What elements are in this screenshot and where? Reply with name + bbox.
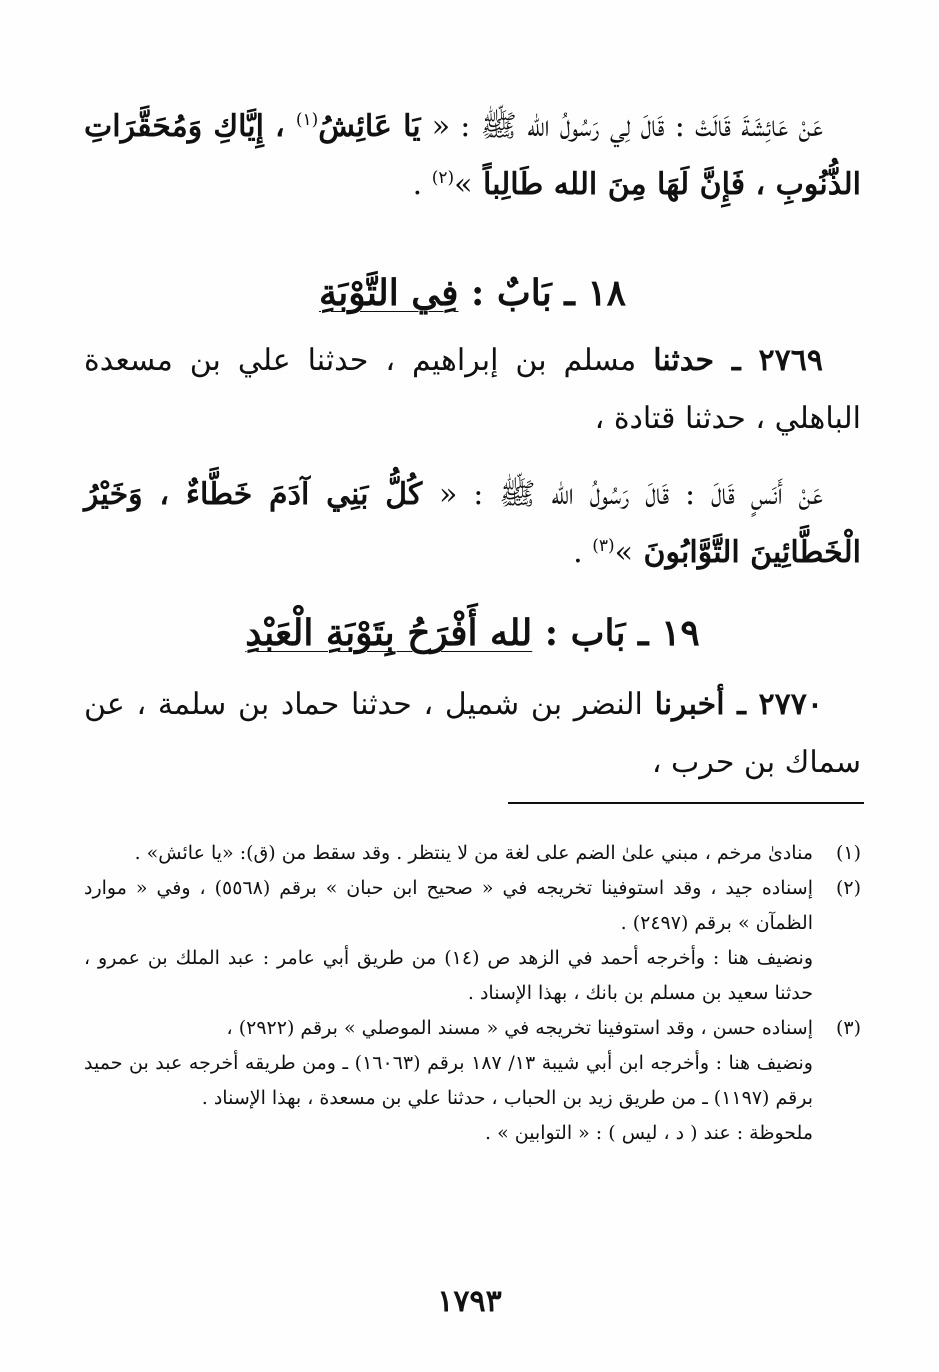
chapter-18-number: ١٨ ـ بَابٌ :: [458, 272, 627, 314]
chapter-19-title: لله أَفْرَحُ بِتَوْبَةِ الْعَبْدِ: [245, 612, 533, 654]
hadith-2769-number: ٢٧٦٩ ـ حدثنا: [653, 343, 823, 378]
footnote-line: إسناده حسن ، وقد استوفينا تخريجه في « مسند الموصلي » برقم (٢٩٢٢) ،: [226, 1017, 813, 1039]
period: .: [412, 167, 432, 202]
footnote-line: إسناده جيد ، وقد استوفينا تخريجه في « صحيح ابن حبان » برقم (٥٥٦٨) ، وفي « موارد الظمآن » برقم (٢٤٩٧) .: [84, 877, 813, 934]
hadith-2770-number: ٢٧٧٠ ـ أخبرنا: [654, 687, 823, 722]
hadith-2770: [84, 676, 861, 792]
footnote-2: [84, 871, 861, 1011]
footnote-line: ونضيف هنا : وأخرجه أحمد في الزهد ص (١٤) من طريق أبي عامر : عبد الملك بن عمرو ، حدثنا سعيد بن مسلم بن بانك ، بهذا الإسناد .: [84, 947, 814, 1004]
hadith-2769: [84, 332, 861, 582]
chapter-18-heading: [84, 272, 861, 314]
prophetic-quote-part1: يَا عَائِشُ: [318, 109, 432, 144]
footnote-number: (٢): [835, 877, 861, 899]
footnote-number: (٣): [835, 1017, 861, 1039]
footnote-line: ونضيف هنا : وأخرجه ابن أبي شيبة ١٣/ ١٨٧ برقم (١٦٠٦٣) ـ ومن طريقه أخرجه عبد بن حميد برقم (١١٩٧) ـ من طريق زيد بن الحباب ، حدثنا علي بن مسعدة ، بهذا الإسناد .: [84, 1052, 813, 1109]
footnote-separator: [508, 802, 864, 804]
footnote-ref-1[interactable]: (١): [295, 110, 319, 130]
footnote-line: ملحوظة : عند ( د ، ليس ) : « التوابين » .: [484, 1122, 813, 1144]
prophetic-quote-part2: ، إِيَّاكِ وَمُحَقَّرَاتِ الذُّنُوبِ ، فَإِنَّ لَهَا مِنَ الله طَالِباً: [84, 109, 861, 202]
hadith-2769-matn: [84, 466, 861, 582]
hadith-aisha-paragraph: [84, 98, 861, 214]
page-number: ١٧٩٣: [437, 1284, 502, 1319]
prophetic-quote: كُلُّ بَنِي آدَمَ خَطَّاءٌ ، وَخَيْرُ الْخَطَّائِينَ التَّوَّابُونَ: [84, 477, 861, 570]
hadith-2770-isnad: [84, 676, 861, 792]
chapter-18-title: فِي التَّوْبَةِ: [318, 272, 459, 314]
footnote-ref-3[interactable]: (٣): [592, 536, 615, 556]
hadith-2769-chain: مسلم بن إبراهيم ، حدثنا علي بن مسعدة الباهلي ، حدثنا قتادة ،: [84, 343, 861, 436]
hadith-2770-chain: النضر بن شميل ، حدثنا حماد بن سلمة ، عن سماك بن حرب ،: [84, 687, 861, 780]
quote-close: »: [454, 167, 473, 202]
footnote-ref-2[interactable]: (٢): [431, 168, 455, 188]
chapter-19-number: ١٩ ـ بَاب :: [532, 612, 700, 654]
hadith-aisha-text: [84, 98, 861, 214]
chapter-19-heading: [84, 612, 861, 654]
narration: عَنْ عَائِشَةَ قَالَتْ : قَالَ لِي رَسُولُ الله ﷺ : «: [431, 109, 823, 144]
footnote-body: [84, 836, 813, 871]
hadith-2769-isnad: [84, 332, 861, 448]
quote-close: »: [614, 535, 634, 570]
period: .: [573, 535, 593, 570]
footnote-line: منادىٰ مرخم ، مبني علىٰ الضم على لغة من لا ينتظر . وقد سقط من (ق): «يا عائش» .: [134, 842, 813, 864]
footnote-body: [84, 871, 813, 1011]
footnote-1: [84, 836, 861, 871]
footnote-number: (١): [835, 842, 861, 864]
narration: عَنْ أَنَسٍ قَالَ : قَالَ رَسُولُ الله ﷺ : «: [439, 477, 823, 512]
footnotes: [84, 836, 861, 1151]
footnote-3: [84, 1011, 861, 1151]
footnote-body: [84, 1011, 813, 1151]
